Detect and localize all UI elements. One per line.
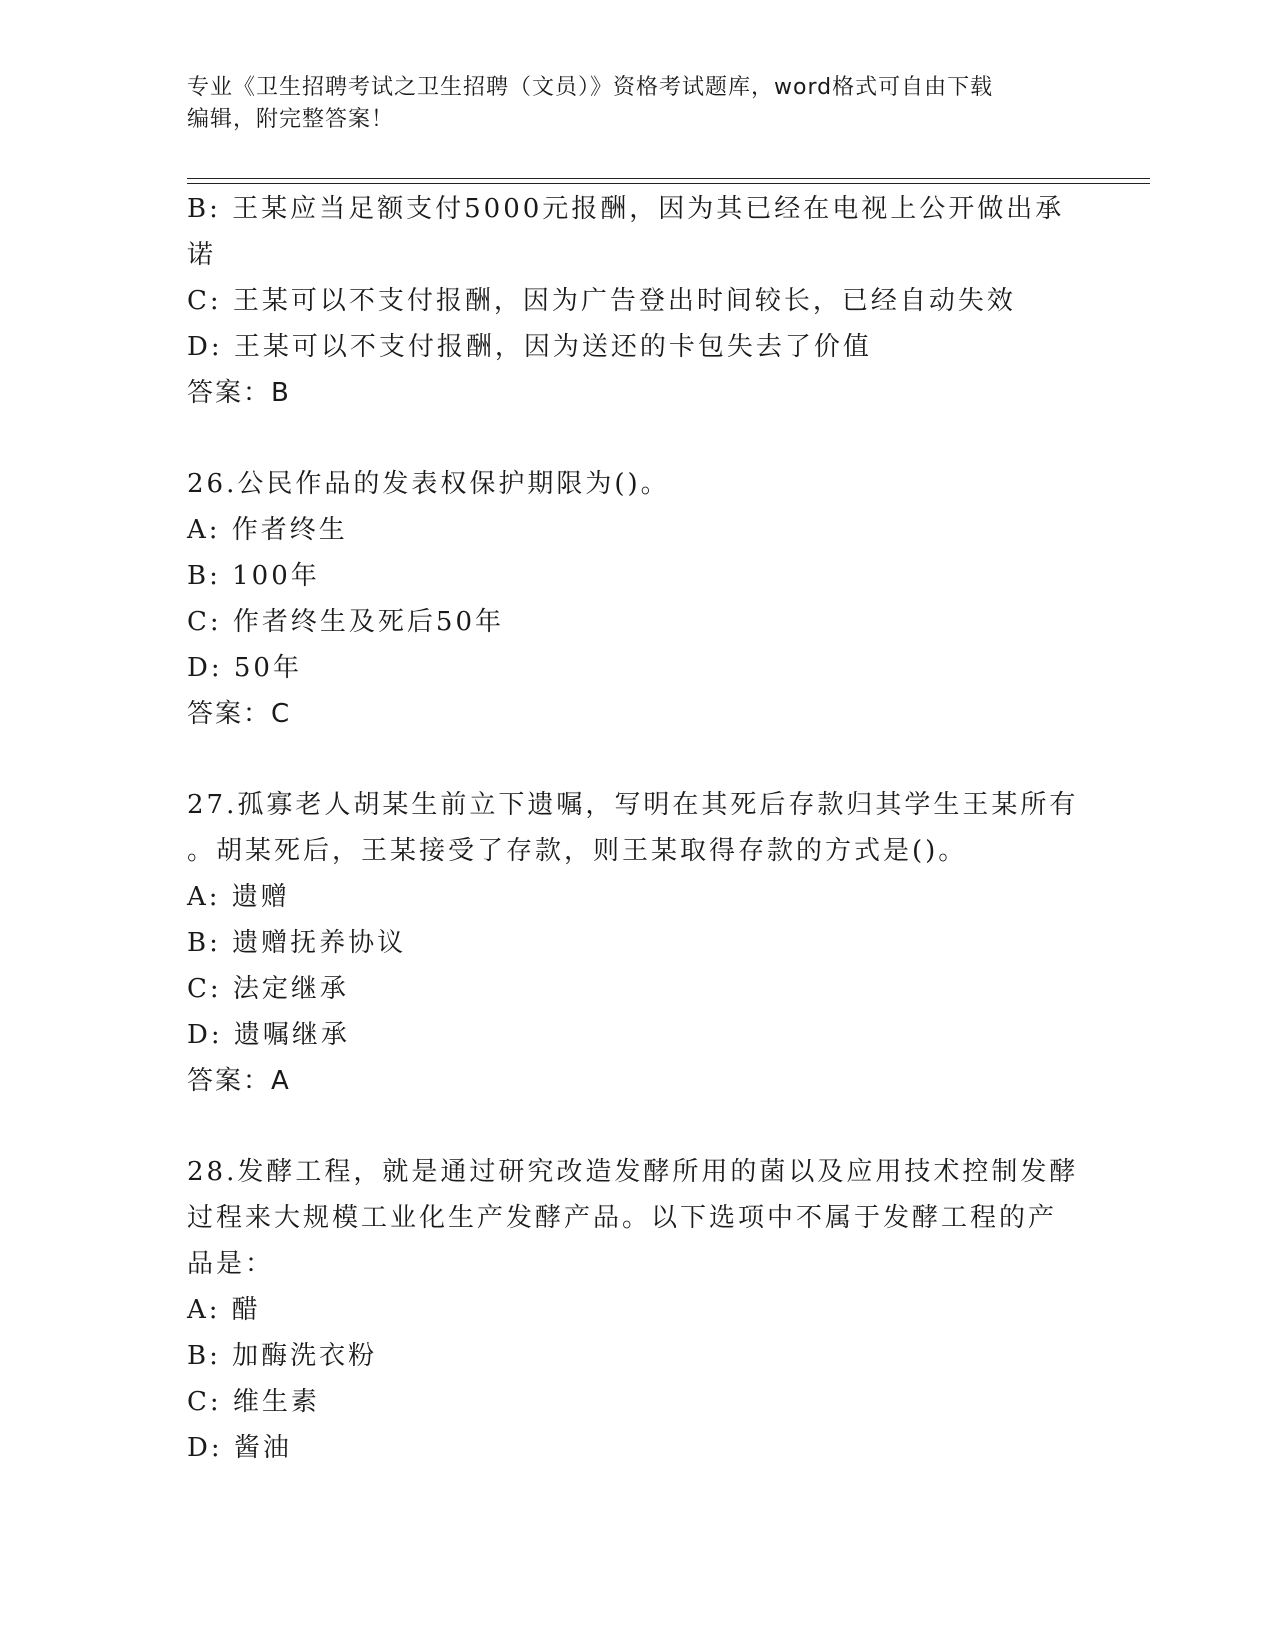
option-c: C: 法定继承	[187, 974, 349, 1004]
option-a: A: 作者终生	[187, 515, 348, 545]
question-text-line-1: 28.发酵工程，就是通过研究改造发酵所用的菌以及应用技术控制发酵	[187, 1157, 1079, 1187]
question-text-line-2: 。胡某死后，王某接受了存款，则王某取得存款的方式是()。	[187, 836, 968, 866]
question-list	[187, 186, 1087, 1471]
spacer	[187, 416, 1087, 461]
question-28	[187, 1149, 1087, 1471]
question-text-line-2: 过程来大规模工业化生产发酵产品。以下选项中不属于发酵工程的产	[187, 1203, 1058, 1233]
option-c: C: 王某可以不支付报酬，因为广告登出时间较长，已经自动失效	[187, 286, 1016, 316]
question-text-line-3: 品是：	[187, 1249, 275, 1279]
question-text: 26.公民作品的发表权保护期限为()。	[187, 469, 670, 499]
option-d: D: 50年	[187, 653, 302, 683]
answer: 答案：C	[187, 699, 292, 729]
option-d: D: 遗嘱继承	[187, 1020, 350, 1050]
header-line-1: 专业《卫生招聘考试之卫生招聘（文员）》资格考试题库，word格式可自由下载	[187, 75, 994, 100]
option-c: C: 维生素	[187, 1387, 320, 1417]
option-c: C: 作者终生及死后50年	[187, 607, 505, 637]
question-26	[187, 461, 1087, 737]
spacer	[187, 737, 1087, 782]
option-b: B: 加酶洗衣粉	[187, 1341, 378, 1371]
header-divider-bottom	[187, 183, 1150, 184]
answer: 答案：A	[187, 1066, 291, 1096]
option-b-line-2: 诺	[187, 240, 217, 270]
header-divider-top	[187, 178, 1150, 179]
option-a: A: 遗赠	[187, 882, 290, 912]
option-b: B: 遗赠抚养协议	[187, 928, 407, 958]
option-d: D: 酱油	[187, 1433, 292, 1463]
spacer	[187, 1104, 1087, 1149]
option-a: A: 醋	[187, 1295, 261, 1325]
document-header	[187, 72, 1087, 136]
option-b: B: 100年	[187, 561, 320, 591]
option-d: D: 王某可以不支付报酬，因为送还的卡包失去了价值	[187, 332, 872, 362]
option-b-line-1: B: 王某应当足额支付5000元报酬，因为其已经在电视上公开做出承	[187, 194, 1065, 224]
question-25-tail	[187, 186, 1087, 416]
header-line-2: 编辑，附完整答案！	[187, 107, 395, 132]
answer: 答案：B	[187, 378, 291, 408]
question-27	[187, 782, 1087, 1104]
question-text-line-1: 27.孤寡老人胡某生前立下遗嘱，写明在其死后存款归其学生王某所有	[187, 790, 1079, 820]
